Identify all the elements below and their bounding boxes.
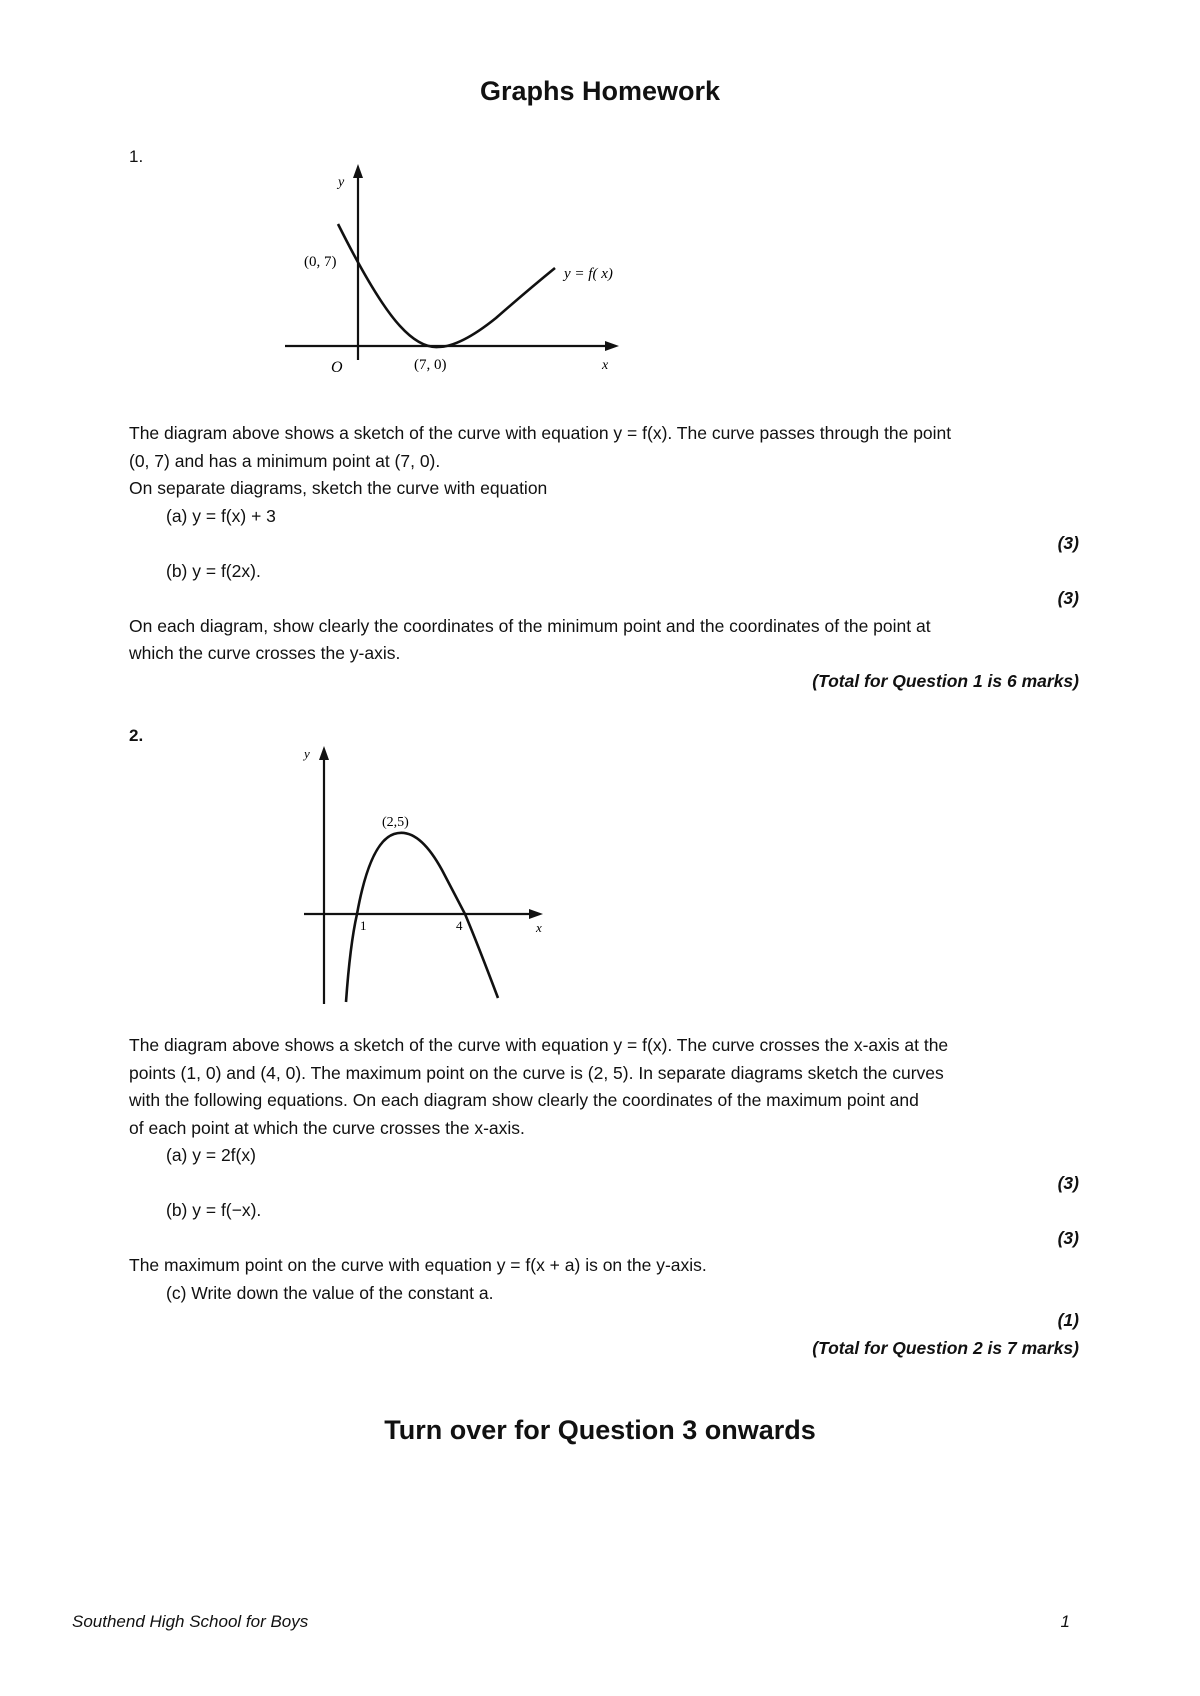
q1-y-label: y bbox=[338, 175, 345, 190]
q2-total-marks: (Total for Question 2 is 7 marks) bbox=[812, 1337, 1079, 1358]
q2-part-c-intro: The maximum point on the curve with equation y = f(x + a) is on the y-axis. bbox=[129, 1255, 707, 1275]
q2-part-b: (b) y = f(−x). bbox=[166, 1200, 262, 1220]
q2-tick-4-label: 4 bbox=[456, 918, 463, 933]
q2-x-label: x bbox=[536, 920, 542, 935]
q2-x-axis-arrow-icon bbox=[529, 909, 543, 919]
q1-origin-label: O bbox=[331, 359, 343, 376]
q2-marks-b: (3) bbox=[1057, 1227, 1079, 1248]
q1-curve bbox=[338, 224, 555, 347]
q1-x-axis-arrow-icon bbox=[605, 341, 619, 351]
q1-text-line: which the curve crosses the y-axis. bbox=[129, 643, 401, 663]
q2-text-line: The diagram above shows a sketch of the curve with equation y = f(x). The curve crosses the x-axis at the bbox=[129, 1035, 949, 1055]
q1-x-label: x bbox=[602, 358, 609, 373]
q1-text-line: The diagram above shows a sketch of the curve with equation y = f(x). The curve passes through the point bbox=[129, 423, 952, 443]
question-2-diagram bbox=[290, 740, 560, 1010]
q2-maximum-label: (2,5) bbox=[382, 815, 409, 830]
q2-marks-c: (1) bbox=[1057, 1310, 1079, 1330]
footer-school: Southend High School for Boys bbox=[72, 1612, 309, 1631]
q1-marks-a: (3) bbox=[1057, 533, 1079, 553]
turn-over-heading: Turn over for Question 3 onwards bbox=[384, 1415, 816, 1445]
q1-text-line: On each diagram, show clearly the coordinates of the minimum point and the coordinates of the point at bbox=[129, 615, 931, 636]
q1-y-intercept-label: (0, 7) bbox=[304, 254, 337, 270]
q2-curve bbox=[346, 833, 498, 1002]
page-title: Graphs Homework bbox=[479, 76, 721, 106]
question-1-body bbox=[129, 420, 1079, 695]
q1-text-line: On separate diagrams, sketch the curve with equation bbox=[129, 478, 548, 498]
q2-text-line: of each point at which the curve crosses the x-axis. bbox=[129, 1117, 525, 1138]
q2-text-line: points (1, 0) and (4, 0). The maximum point on the curve is (2, 5). In separate diagrams sketch the curves bbox=[129, 1062, 944, 1083]
q1-minimum-label: (7, 0) bbox=[414, 357, 447, 373]
q2-part-c: (c) Write down the value of the constant a. bbox=[166, 1282, 494, 1303]
q2-text-line: with the following equations. On each diagram show clearly the coordinates of the maximum point and bbox=[129, 1090, 919, 1110]
q1-part-b: (b) y = f(2x). bbox=[166, 560, 261, 581]
q2-y-label: y bbox=[304, 746, 310, 761]
q2-y-axis-arrow-icon bbox=[319, 746, 329, 760]
question-1-diagram bbox=[270, 160, 630, 390]
footer-page-number: 1 bbox=[1060, 1612, 1070, 1631]
q1-y-axis-arrow-icon bbox=[353, 164, 363, 178]
q2-part-a: (a) y = 2f(x) bbox=[166, 1145, 256, 1165]
q1-curve-label: y = f( x) bbox=[564, 266, 613, 282]
question-1-number: 1. bbox=[129, 147, 144, 166]
q2-tick-1-label: 1 bbox=[360, 918, 367, 933]
question-2-number: 2. bbox=[129, 726, 144, 745]
q1-text-line: (0, 7) and has a minimum point at (7, 0). bbox=[129, 450, 441, 471]
question-2-body bbox=[129, 1032, 1079, 1362]
q1-total-marks: (Total for Question 1 is 6 marks) bbox=[812, 670, 1079, 691]
q2-marks-a: (3) bbox=[1057, 1172, 1079, 1193]
q1-part-a: (a) y = f(x) + 3 bbox=[166, 505, 276, 526]
q1-marks-b: (3) bbox=[1057, 588, 1079, 608]
